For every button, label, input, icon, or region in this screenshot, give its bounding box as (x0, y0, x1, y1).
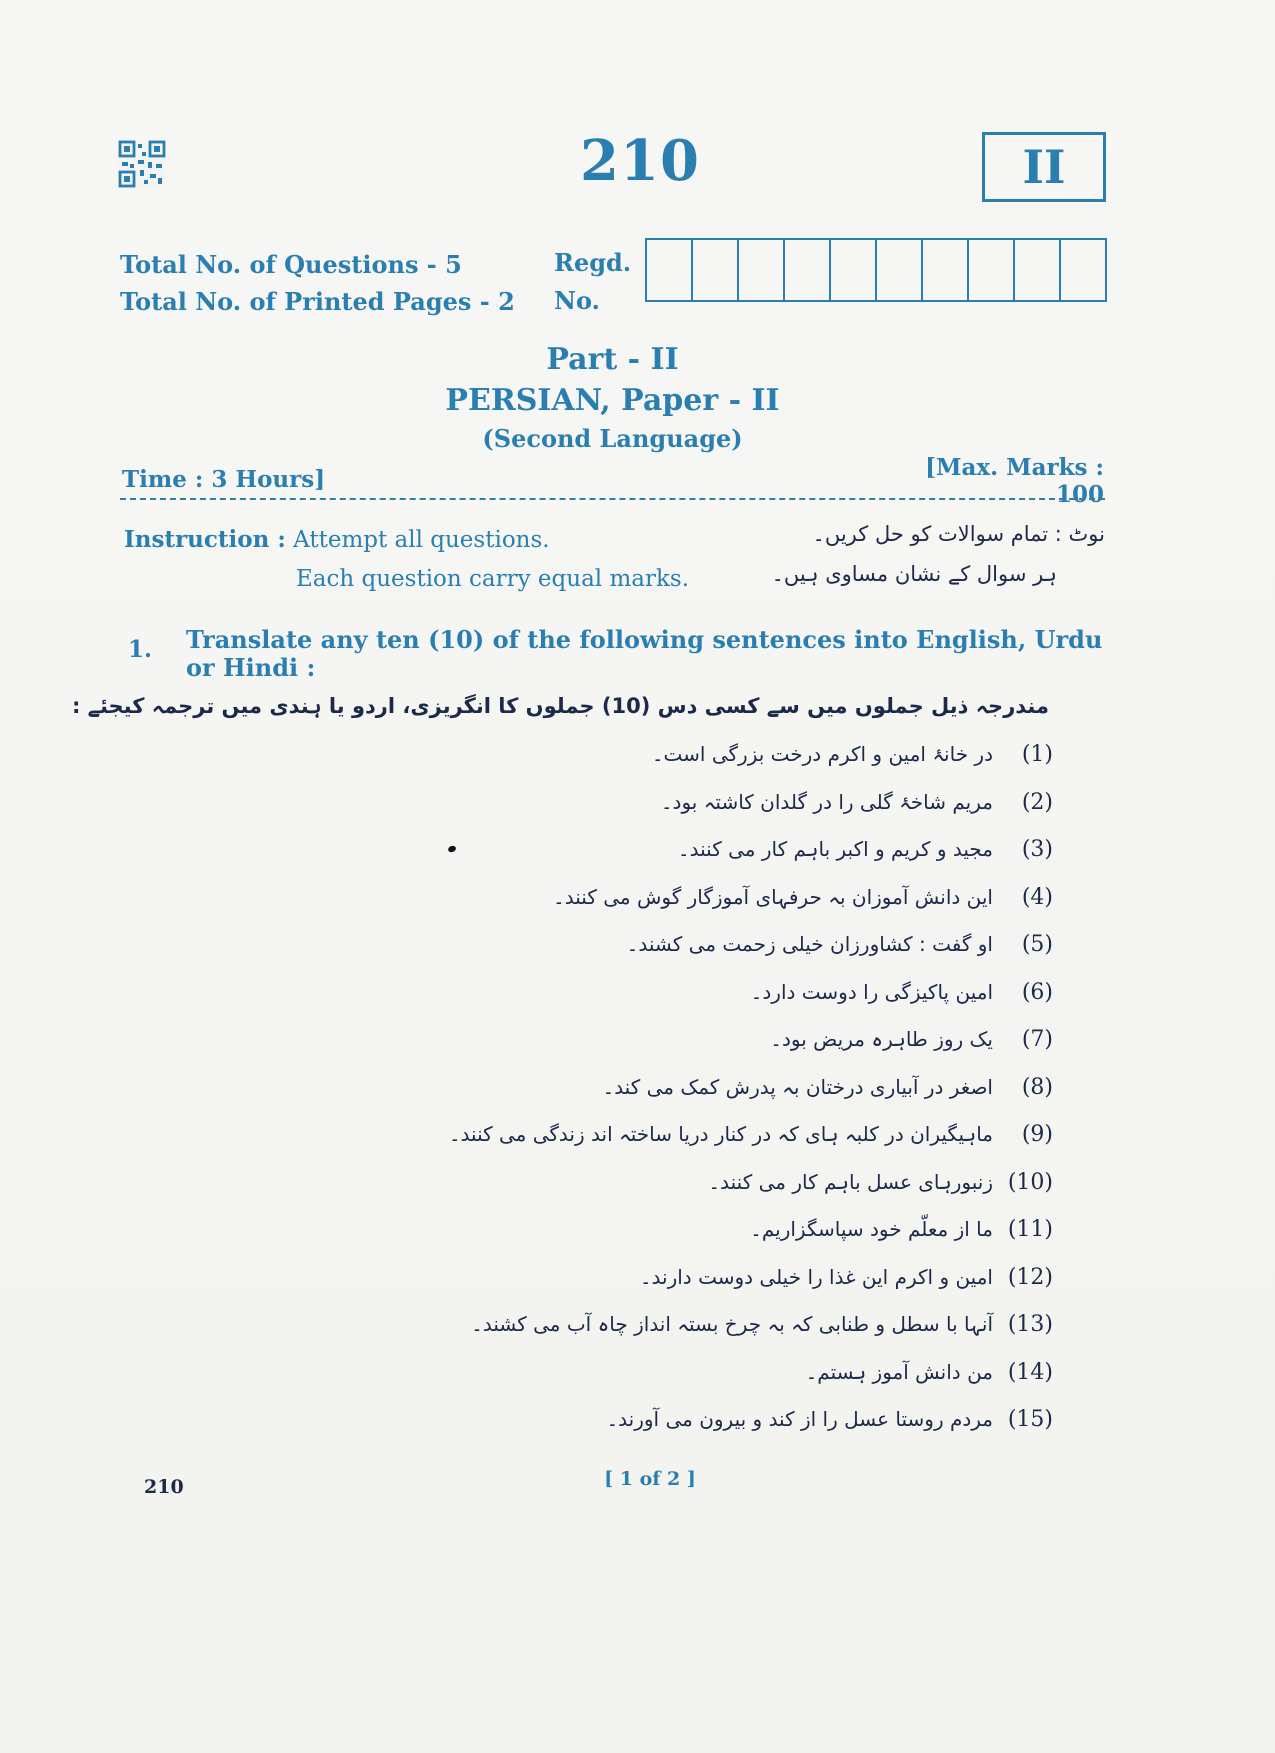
paper-code: 210 (580, 128, 700, 194)
sentence-number: (15) (1007, 1407, 1053, 1432)
sentence-number: (8) (1021, 1074, 1053, 1100)
footer-paper-code: 210 (144, 1476, 184, 1498)
time-allowed: Time : 3 Hours] (122, 466, 326, 493)
sentence-number: (10) (1007, 1169, 1053, 1195)
sentence-number: (11) (1007, 1217, 1053, 1242)
part-box: II (982, 132, 1106, 202)
regd-box[interactable] (1061, 240, 1105, 300)
regd-box[interactable] (831, 240, 877, 300)
regd-box[interactable] (877, 240, 923, 300)
regd-box[interactable] (923, 240, 969, 300)
max-marks: [Max. Marks : 100 (925, 454, 1104, 508)
sentence-item (0, 1257, 1275, 1305)
regd-box[interactable] (785, 240, 831, 300)
regd-box[interactable] (739, 240, 785, 300)
question-text: Translate any ten (10) of the following sentences into English, Urdu or Hindi : (186, 625, 1103, 682)
subject-title: PERSIAN, Paper - II (445, 383, 780, 418)
regd-box[interactable] (647, 240, 693, 300)
sentence-item (0, 1209, 1275, 1257)
sentence-item (0, 734, 1275, 782)
sentence-text: مردم روستا عسل را از کند و بیرون می آورند۔ (606, 1407, 993, 1431)
sentence-text: یک روز طاہرہ مریض بود۔ (770, 1027, 993, 1051)
sentence-number: (1) (1021, 742, 1053, 767)
regd-label-block (554, 244, 631, 320)
sentence-item (0, 1019, 1275, 1067)
instruction-text-1: Attempt all questions. (293, 527, 550, 553)
regd-box[interactable] (1015, 240, 1061, 300)
sentence-item (0, 1399, 1275, 1447)
header-divider (120, 498, 1105, 500)
sentence-number: (9) (1021, 1122, 1053, 1147)
sentence-number: (4) (1021, 884, 1053, 910)
sentence-number: (5) (1021, 932, 1053, 957)
sentence-item (0, 1304, 1275, 1352)
sentence-item (0, 877, 1275, 925)
instruction-urdu-2: ہر سوال کے نشان مساوی ہیں۔ (771, 562, 1057, 586)
sentence-item (0, 1162, 1275, 1210)
sentence-number: (12) (1007, 1264, 1053, 1290)
question-number: 1. (128, 636, 153, 663)
no-label: No. (554, 286, 600, 315)
sentence-number: (7) (1021, 1027, 1053, 1052)
sentence-text: اصغر در آبیاری درختان بہ پدرش کمک می کند۔ (602, 1074, 993, 1099)
sentence-item (0, 1067, 1275, 1115)
sentence-text: مجید و کریم و اکبر باہم کار می کنند۔ (677, 837, 993, 861)
instruction-label: Instruction : (124, 526, 286, 553)
registration-number-boxes[interactable] (645, 238, 1107, 302)
sentence-text: امین پاکیزگی را دوست دارد۔ (750, 979, 993, 1004)
regd-label: Regd. (554, 248, 632, 277)
sentence-text: او گفت : کشاورزان خیلی زحمت می کشند۔ (626, 932, 993, 956)
sentence-item (0, 972, 1275, 1020)
sentence-list (0, 734, 1275, 1447)
regd-box[interactable] (693, 240, 739, 300)
sentence-text: ماہیگیران در کلبہ ہای کہ در کنار دریا ساختہ اند زندگی می کنند۔ (448, 1122, 993, 1146)
sentence-number: (14) (1007, 1359, 1053, 1385)
instruction-text-2: Each question carry equal marks. (296, 566, 690, 592)
sentence-item (0, 1352, 1275, 1400)
sentence-text: آنہا با سطل و طنابی کہ بہ چرخ بستہ انداز چاہ آب می کشند۔ (471, 1312, 993, 1336)
footer-page-number: [ 1 of 2 ] (604, 1468, 696, 1490)
total-pages: Total No. of Printed Pages - 2 (120, 287, 515, 316)
sentence-number: (13) (1007, 1312, 1053, 1337)
sentence-text: در خانۂ امین و اکرم درخت بزرگی است۔ (651, 742, 993, 766)
instruction-line-1 (124, 526, 550, 553)
sentence-text: من دانش آموز ہستم۔ (805, 1359, 993, 1384)
sentence-text: این دانش آموزان بہ حرفہای آموزگار گوش می کنند۔ (553, 884, 993, 909)
sentence-item (0, 924, 1275, 972)
question-text-urdu: مندرجہ ذیل جملوں میں سے کسی دس (10) جملوں کا انگریزی، اردو یا ہندی میں ترجمہ کیجئے : (71, 694, 1049, 718)
sentence-number: (2) (1021, 789, 1053, 815)
sentence-item (0, 829, 1275, 877)
part-title: Part - II (546, 342, 679, 377)
qr-code-icon (118, 140, 166, 188)
sentence-number: (3) (1021, 837, 1053, 862)
sentence-text: زنبورہای عسل باہم کار می کنند۔ (708, 1169, 993, 1194)
sentence-number: (6) (1021, 979, 1053, 1005)
sentence-item (0, 1114, 1275, 1162)
language-title: (Second Language) (482, 424, 743, 453)
sentence-text: مریم شاخۂ گلی را در گلدان کاشتہ بود۔ (660, 789, 993, 814)
regd-box[interactable] (969, 240, 1015, 300)
sentence-text: ما از معلّم خود سپاسگزاریم۔ (750, 1217, 993, 1241)
instruction-urdu-1: نوٹ : تمام سوالات کو حل کریں۔ (812, 522, 1105, 546)
paper-meta (120, 246, 515, 320)
sentence-text: امین و اکرم این غذا را خیلی دوست دارند۔ (639, 1264, 993, 1289)
sentence-item (0, 782, 1275, 830)
total-questions: Total No. of Questions - 5 (120, 250, 462, 279)
